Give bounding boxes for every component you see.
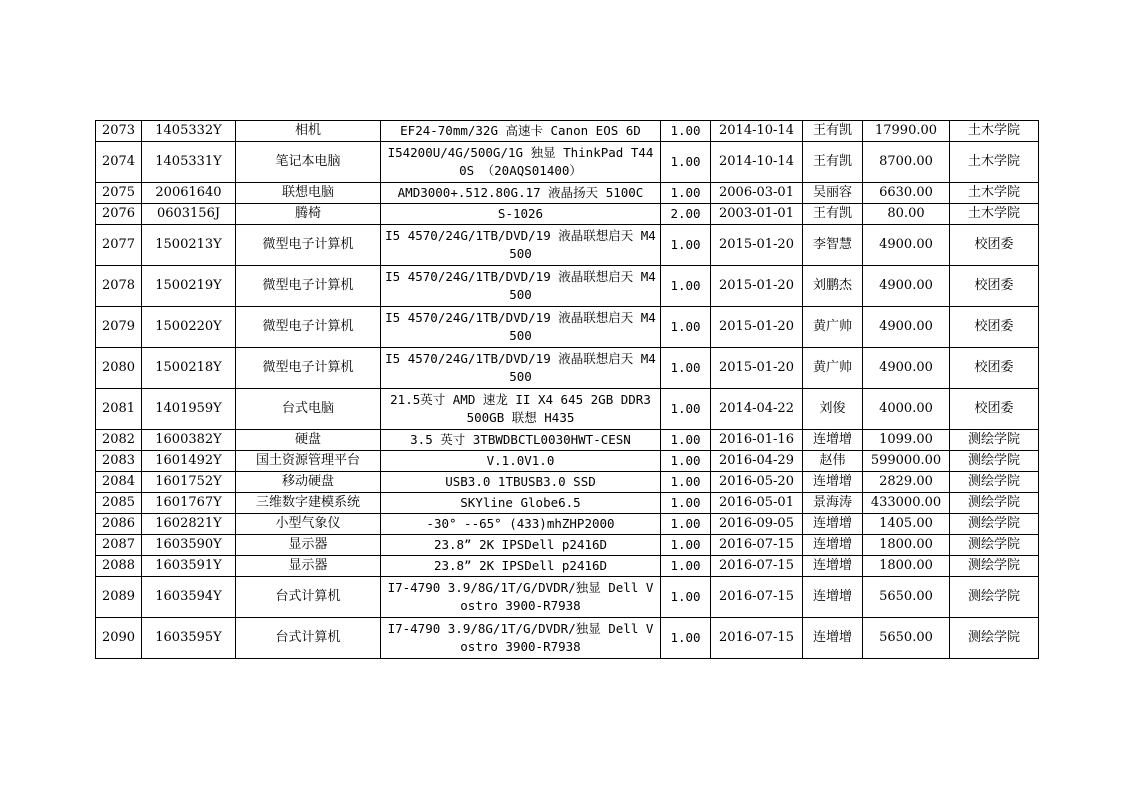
table-row	[96, 618, 1039, 659]
amount: 433000.00	[863, 493, 950, 514]
row-number: 2077	[96, 225, 142, 266]
purchase-date: 2014-04-22	[711, 389, 803, 430]
asset-table	[95, 120, 1039, 659]
asset-code: 1405332Y	[142, 121, 236, 142]
asset-code: 1603591Y	[142, 556, 236, 577]
amount: 17990.00	[863, 121, 950, 142]
row-number: 2088	[96, 556, 142, 577]
asset-spec: 23.8” 2K IPSDell p2416D	[381, 556, 661, 577]
quantity: 1.00	[661, 307, 711, 348]
quantity: 1.00	[661, 142, 711, 183]
quantity: 1.00	[661, 535, 711, 556]
table-row	[96, 204, 1039, 225]
row-number: 2074	[96, 142, 142, 183]
custodian: 连增增	[803, 618, 863, 659]
asset-spec: S-1026	[381, 204, 661, 225]
table-row	[96, 430, 1039, 451]
asset-code: 0603156J	[142, 204, 236, 225]
asset-code: 1601767Y	[142, 493, 236, 514]
department: 测绘学院	[950, 451, 1039, 472]
amount: 2829.00	[863, 472, 950, 493]
asset-name: 显示器	[236, 556, 381, 577]
quantity: 1.00	[661, 472, 711, 493]
row-number: 2078	[96, 266, 142, 307]
purchase-date: 2015-01-20	[711, 266, 803, 307]
asset-code: 1600382Y	[142, 430, 236, 451]
asset-spec: USB3.0 1TBUSB3.0 SSD	[381, 472, 661, 493]
purchase-date: 2016-09-05	[711, 514, 803, 535]
custodian: 刘俊	[803, 389, 863, 430]
department: 测绘学院	[950, 618, 1039, 659]
asset-code: 1500213Y	[142, 225, 236, 266]
asset-name: 小型气象仪	[236, 514, 381, 535]
asset-spec: I5 4570/24G/1TB/DVD/19 液晶联想启天 M4500	[381, 307, 661, 348]
asset-name: 微型电子计算机	[236, 307, 381, 348]
custodian: 李智慧	[803, 225, 863, 266]
asset-name: 硬盘	[236, 430, 381, 451]
amount: 1099.00	[863, 430, 950, 451]
purchase-date: 2016-04-29	[711, 451, 803, 472]
amount: 4000.00	[863, 389, 950, 430]
purchase-date: 2016-07-15	[711, 618, 803, 659]
department: 测绘学院	[950, 514, 1039, 535]
row-number: 2081	[96, 389, 142, 430]
table-row	[96, 266, 1039, 307]
table-row	[96, 183, 1039, 204]
department: 校团委	[950, 225, 1039, 266]
department: 测绘学院	[950, 472, 1039, 493]
table-row	[96, 348, 1039, 389]
row-number: 2089	[96, 577, 142, 618]
amount: 5650.00	[863, 618, 950, 659]
quantity: 1.00	[661, 493, 711, 514]
row-number: 2083	[96, 451, 142, 472]
custodian: 连增增	[803, 535, 863, 556]
quantity: 1.00	[661, 430, 711, 451]
purchase-date: 2003-01-01	[711, 204, 803, 225]
amount: 599000.00	[863, 451, 950, 472]
asset-spec: I54200U/4G/500G/1G 独显 ThinkPad T440S （20AQS01400）	[381, 142, 661, 183]
quantity: 1.00	[661, 514, 711, 535]
asset-code: 1401959Y	[142, 389, 236, 430]
asset-code: 1500218Y	[142, 348, 236, 389]
department: 测绘学院	[950, 493, 1039, 514]
amount: 1800.00	[863, 535, 950, 556]
amount: 8700.00	[863, 142, 950, 183]
row-number: 2075	[96, 183, 142, 204]
asset-code: 1405331Y	[142, 142, 236, 183]
custodian: 王有凯	[803, 204, 863, 225]
asset-name: 联想电脑	[236, 183, 381, 204]
quantity: 1.00	[661, 183, 711, 204]
quantity: 1.00	[661, 577, 711, 618]
asset-code: 20061640	[142, 183, 236, 204]
asset-code: 1603590Y	[142, 535, 236, 556]
department: 测绘学院	[950, 430, 1039, 451]
row-number: 2080	[96, 348, 142, 389]
asset-spec: -30° --65° (433)mhZHP2000	[381, 514, 661, 535]
department: 测绘学院	[950, 556, 1039, 577]
quantity: 1.00	[661, 451, 711, 472]
row-number: 2090	[96, 618, 142, 659]
department: 土木学院	[950, 121, 1039, 142]
asset-code: 1601492Y	[142, 451, 236, 472]
asset-name: 台式电脑	[236, 389, 381, 430]
quantity: 1.00	[661, 389, 711, 430]
amount: 1405.00	[863, 514, 950, 535]
asset-spec: I7-4790 3.9/8G/1T/G/DVDR/独显 Dell Vostro 3900-R7938	[381, 577, 661, 618]
purchase-date: 2016-07-15	[711, 577, 803, 618]
custodian: 连增增	[803, 577, 863, 618]
purchase-date: 2016-05-01	[711, 493, 803, 514]
table-row	[96, 121, 1039, 142]
custodian: 赵伟	[803, 451, 863, 472]
asset-name: 腾椅	[236, 204, 381, 225]
table-row	[96, 472, 1039, 493]
asset-spec: AMD3000+.512.80G.17 液晶扬天 5100C	[381, 183, 661, 204]
custodian: 连增增	[803, 514, 863, 535]
amount: 80.00	[863, 204, 950, 225]
asset-name: 微型电子计算机	[236, 266, 381, 307]
purchase-date: 2015-01-20	[711, 307, 803, 348]
quantity: 1.00	[661, 556, 711, 577]
table-row	[96, 514, 1039, 535]
quantity: 1.00	[661, 121, 711, 142]
asset-spec: V.1.0V1.0	[381, 451, 661, 472]
asset-spec: I5 4570/24G/1TB/DVD/19 液晶联想启天 M4500	[381, 266, 661, 307]
purchase-date: 2014-10-14	[711, 142, 803, 183]
custodian: 王有凯	[803, 121, 863, 142]
asset-name: 笔记本电脑	[236, 142, 381, 183]
amount: 4900.00	[863, 307, 950, 348]
purchase-date: 2016-07-15	[711, 535, 803, 556]
quantity: 1.00	[661, 225, 711, 266]
asset-name: 微型电子计算机	[236, 348, 381, 389]
asset-spec: EF24-70mm/32G 高速卡 Canon EOS 6D	[381, 121, 661, 142]
row-number: 2086	[96, 514, 142, 535]
asset-name: 台式计算机	[236, 618, 381, 659]
purchase-date: 2015-01-20	[711, 348, 803, 389]
table-row	[96, 225, 1039, 266]
department: 土木学院	[950, 204, 1039, 225]
department: 校团委	[950, 348, 1039, 389]
asset-spec: I5 4570/24G/1TB/DVD/19 液晶联想启天 M4500	[381, 348, 661, 389]
department: 测绘学院	[950, 535, 1039, 556]
amount: 4900.00	[863, 225, 950, 266]
table-row	[96, 556, 1039, 577]
asset-code: 1603595Y	[142, 618, 236, 659]
asset-code: 1602821Y	[142, 514, 236, 535]
table-row	[96, 577, 1039, 618]
asset-name: 台式计算机	[236, 577, 381, 618]
asset-name: 国土资源管理平台	[236, 451, 381, 472]
department: 校团委	[950, 307, 1039, 348]
department: 土木学院	[950, 142, 1039, 183]
table-row	[96, 535, 1039, 556]
amount: 5650.00	[863, 577, 950, 618]
amount: 1800.00	[863, 556, 950, 577]
table-row	[96, 451, 1039, 472]
asset-name: 三维数字建模系统	[236, 493, 381, 514]
amount: 6630.00	[863, 183, 950, 204]
asset-spec: 23.8” 2K IPSDell p2416D	[381, 535, 661, 556]
row-number: 2085	[96, 493, 142, 514]
custodian: 黄广帅	[803, 348, 863, 389]
custodian: 景海涛	[803, 493, 863, 514]
asset-code: 1601752Y	[142, 472, 236, 493]
purchase-date: 2015-01-20	[711, 225, 803, 266]
custodian: 黄广帅	[803, 307, 863, 348]
department: 测绘学院	[950, 577, 1039, 618]
asset-code: 1500220Y	[142, 307, 236, 348]
row-number: 2087	[96, 535, 142, 556]
custodian: 连增增	[803, 556, 863, 577]
row-number: 2082	[96, 430, 142, 451]
asset-name: 微型电子计算机	[236, 225, 381, 266]
purchase-date: 2016-07-15	[711, 556, 803, 577]
department: 校团委	[950, 389, 1039, 430]
asset-spec: 21.5英寸 AMD 速龙 II X4 645 2GB DDR3 500GB 联想 H435	[381, 389, 661, 430]
row-number: 2084	[96, 472, 142, 493]
custodian: 王有凯	[803, 142, 863, 183]
asset-code: 1603594Y	[142, 577, 236, 618]
amount: 4900.00	[863, 266, 950, 307]
purchase-date: 2006-03-01	[711, 183, 803, 204]
asset-name: 显示器	[236, 535, 381, 556]
row-number: 2073	[96, 121, 142, 142]
department: 校团委	[950, 266, 1039, 307]
department: 土木学院	[950, 183, 1039, 204]
asset-spec: SKYline Globe6.5	[381, 493, 661, 514]
custodian: 连增增	[803, 430, 863, 451]
purchase-date: 2016-05-20	[711, 472, 803, 493]
purchase-date: 2016-01-16	[711, 430, 803, 451]
purchase-date: 2014-10-14	[711, 121, 803, 142]
asset-spec: I5 4570/24G/1TB/DVD/19 液晶联想启天 M4500	[381, 225, 661, 266]
quantity: 1.00	[661, 618, 711, 659]
asset-spec: 3.5 英寸 3TBWDBCTL0030HWT-CESN	[381, 430, 661, 451]
asset-name: 移动硬盘	[236, 472, 381, 493]
quantity: 1.00	[661, 348, 711, 389]
row-number: 2079	[96, 307, 142, 348]
table-row	[96, 307, 1039, 348]
row-number: 2076	[96, 204, 142, 225]
table-row	[96, 493, 1039, 514]
quantity: 1.00	[661, 266, 711, 307]
amount: 4900.00	[863, 348, 950, 389]
custodian: 刘鹏杰	[803, 266, 863, 307]
asset-name: 相机	[236, 121, 381, 142]
custodian: 吴丽容	[803, 183, 863, 204]
table-row	[96, 389, 1039, 430]
quantity: 2.00	[661, 204, 711, 225]
custodian: 连增增	[803, 472, 863, 493]
table-row	[96, 142, 1039, 183]
asset-spec: I7-4790 3.9/8G/1T/G/DVDR/独显 Dell Vostro 3900-R7938	[381, 618, 661, 659]
asset-code: 1500219Y	[142, 266, 236, 307]
